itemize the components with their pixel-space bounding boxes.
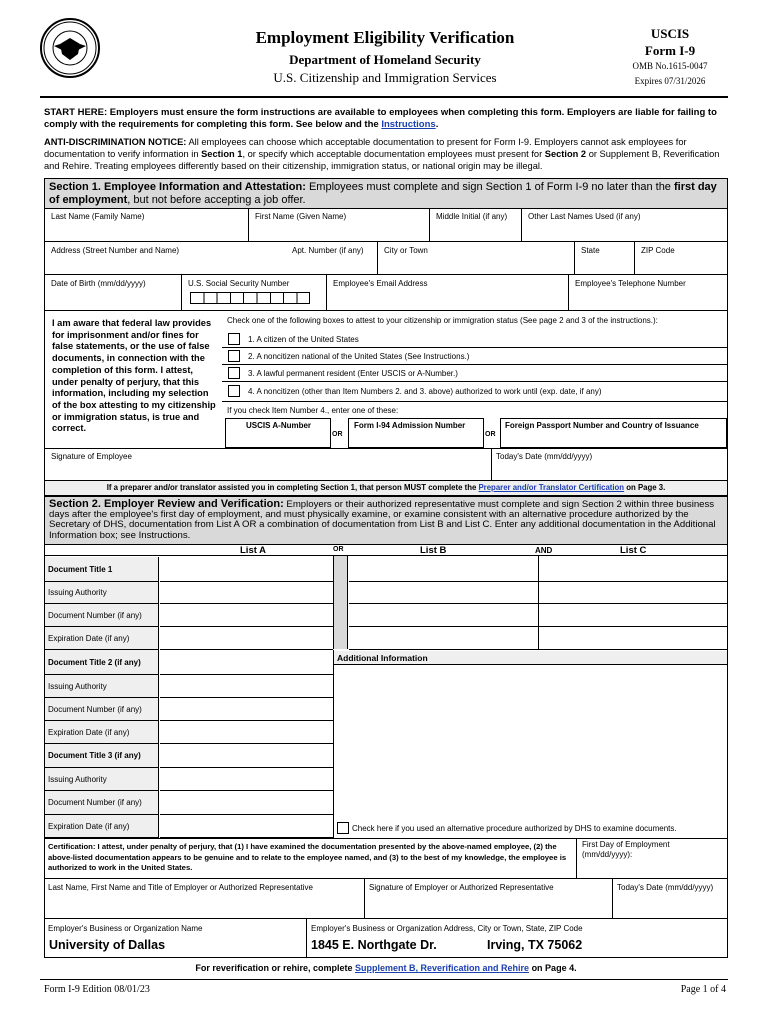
issuing-label-cell <box>45 675 159 698</box>
city-field[interactable] <box>378 242 573 274</box>
docnum-label: Document Number (if any) <box>48 705 142 714</box>
apt-label: Apt. Number (if any) <box>292 246 364 255</box>
dhs-seal-icon <box>40 18 100 78</box>
start-here: START HERE: Employers must ensure the form instructions are available to employees when completing this form. Employers are liable for failing to comply with the requirements for completing this form. See below and the Instructions. <box>44 107 717 130</box>
anti-sec2: Section 2 <box>544 149 587 159</box>
zip-label: ZIP Code <box>641 246 675 255</box>
or-divider-column <box>333 556 348 649</box>
form-title: Employment Eligibility Verification <box>255 28 515 47</box>
i94-label: Form I-94 Admission Number <box>354 421 466 430</box>
option-label: 3. A lawful permanent resident (Enter USCIS or A-Number.) <box>248 369 458 378</box>
reverification-notice <box>44 963 728 973</box>
expdate-label: Expiration Date (if any) <box>48 634 130 643</box>
or-heading: OR <box>333 546 344 553</box>
anti-discrimination <box>44 136 726 172</box>
list-a-heading: List A <box>240 545 267 556</box>
anti-text-2: , or specify which acceptable documentation employees must present for <box>242 149 545 159</box>
dob-field[interactable] <box>45 275 180 309</box>
address-label: Address (Street Number and Name) <box>51 246 180 255</box>
alt-procedure-label: Check here if you used an alternative procedure authorized by DHS to examine documents. <box>352 824 677 833</box>
doc-title-3-label-cell <box>45 744 159 768</box>
first-name-field[interactable] <box>249 209 428 241</box>
preparer-end: on Page 3. <box>626 483 666 492</box>
anti-text-1: All employees can choose which acceptable documentation to present for Form I-9. Employers cannot ask employees for documentation to verify information in <box>44 137 687 159</box>
org-name-value: University of Dallas <box>49 938 166 952</box>
apt-field[interactable] <box>286 242 376 274</box>
list-a-issuing-3-field[interactable] <box>160 768 333 791</box>
agency: U.S. Citizenship and Immigration Services <box>273 70 497 85</box>
issuing-label: Issuing Authority <box>48 775 107 784</box>
phone-label: Employee's Telephone Number <box>575 279 686 288</box>
list-a-expdate-3-field[interactable] <box>160 815 333 838</box>
state-field[interactable] <box>575 242 633 274</box>
option-row <box>222 348 727 365</box>
department: Department of Homeland Security <box>289 52 481 67</box>
docnum-label: Document Number (if any) <box>48 611 142 620</box>
expdate-label: Expiration Date (if any) <box>48 822 130 831</box>
uscis-label: USCIS <box>650 26 690 41</box>
last-name-label: Last Name (Family Name) <box>51 212 145 221</box>
employee-date-field[interactable] <box>492 449 727 479</box>
preparer-link[interactable]: Preparer and/or Translator Certification <box>478 483 625 492</box>
supplement-b-link[interactable]: Supplement B, Reverification and Rehire <box>355 963 530 973</box>
citizen-checkbox[interactable] <box>228 333 240 345</box>
omb-number: OMB No.1615-0047 <box>632 61 708 71</box>
anti-label: ANTI-DISCRIMINATION NOTICE: <box>44 137 187 147</box>
expdate-label: Expiration Date (if any) <box>48 728 130 737</box>
docnum-label-cell <box>45 791 159 815</box>
org-city-value: Irving, TX 75062 <box>487 938 583 952</box>
middle-initial-label: Middle Initial (if any) <box>436 212 508 221</box>
employer-signature-label: Signature of Employer or Authorized Representative <box>369 883 554 892</box>
list-a-issuing-1-field[interactable] <box>160 582 333 604</box>
issuing-label: Issuing Authority <box>48 588 107 597</box>
or-label: OR <box>332 431 343 438</box>
doc-title-1-label: Document Title 1 <box>48 565 113 574</box>
attestation-text: I am aware that federal law provides for imprisonment and/or fines for false statements, or the use of false documents, in connection with the completion of this form. I attest, under penalty of perjury, that this information, including my selection of the box attesting to my citizenship or immigration status, is true and correct. <box>52 318 216 434</box>
dob-label: Date of Birth (mm/dd/yyyy) <box>51 279 146 288</box>
status-options <box>222 330 727 402</box>
uscis-anumber-field[interactable] <box>225 418 331 448</box>
page-number: Page 1 of 4 <box>680 984 726 995</box>
email-field[interactable] <box>327 275 567 309</box>
list-b-expdate-field[interactable] <box>349 627 538 650</box>
doc-title-3-label: Document Title 3 (if any) <box>48 751 141 760</box>
list-a-doc-title-3-field[interactable] <box>160 744 333 768</box>
header-rule <box>40 96 728 98</box>
rever-text: For reverification or rehire, complete <box>195 963 353 973</box>
list-a-issuing-2-field[interactable] <box>160 675 333 698</box>
docnum-label-cell <box>45 698 159 721</box>
additional-info-field[interactable] <box>334 666 727 818</box>
list-b-doc-title-field[interactable] <box>349 557 538 582</box>
option-label: 1. A citizen of the United States <box>248 335 359 344</box>
other-names-field[interactable] <box>522 209 727 241</box>
doc-title-2-label: Document Title 2 (if any) <box>48 658 141 667</box>
issuing-label-cell <box>45 768 159 791</box>
rever-end: on Page 4. <box>531 963 577 973</box>
list-c-issuing-field[interactable] <box>539 582 727 604</box>
instructions-link[interactable]: Instructions <box>381 119 436 130</box>
list-c-doc-title-field[interactable] <box>539 557 727 582</box>
anti-text-3: or Supplement B, Reverification and Rehire. Treating employees differently based on their citizenship, immigration status, or national origin may be illegal. <box>44 149 720 171</box>
additional-info-header <box>334 651 727 665</box>
zip-field[interactable] <box>635 242 727 274</box>
list-a-docnum-1-field[interactable] <box>160 604 333 627</box>
expdate-label-cell <box>45 815 159 838</box>
list-b-heading: List B <box>420 545 447 556</box>
state-label: State <box>581 246 600 255</box>
doc-title-2-label-cell <box>45 650 159 675</box>
authorized-noncitizen-checkbox[interactable] <box>228 385 240 397</box>
preparer-text: If a preparer and/or translator assisted you in completing Section 1, that person MUST complete the <box>106 483 477 492</box>
list-c-fields <box>539 557 727 650</box>
certification-text: Certification: I attest, under penalty of perjury, that (1) I have examined the documentation presented by the above-named employee, (2) the above-listed documentation appears to be genuine and to relate to the employee named, and (3) to the best of my knowledge, the employee is authorized to work in the United States. <box>48 842 567 872</box>
list-a-expdate-2-field[interactable] <box>160 721 333 744</box>
expdate-label-cell <box>45 721 159 744</box>
check-instructions: Check one of the following boxes to attest to your citizenship or immigration status (See page 2 and 3 of the instructions.): <box>227 316 658 325</box>
or-label: OR <box>485 431 496 438</box>
org-name-label: Employer's Business or Organization Name <box>48 924 203 933</box>
phone-field[interactable] <box>569 275 727 309</box>
doc-title-1-label-cell <box>45 557 159 582</box>
org-address-label: Employer's Business or Organization Address, City or Town, State, ZIP Code <box>311 924 583 933</box>
option-label: 4. A noncitizen (other than Item Numbers 2. and 3. above) authorized to work until (exp. date, if any) <box>248 387 602 396</box>
docnum-label-cell <box>45 604 159 627</box>
org-address-field[interactable] <box>307 919 727 957</box>
employer-date-label: Today's Date (mm/dd/yyyy) <box>617 883 714 892</box>
issuing-label: Issuing Authority <box>48 682 107 691</box>
today-label: Today's Date (mm/dd/yyyy) <box>496 452 593 461</box>
list-a-docnum-3-field[interactable] <box>160 791 333 815</box>
section2-heading-text: Employers or their authorized representative must complete and sign Section 2 within three business days after the employee's first day of employment, and must physically examine, or examine consistent with an alternative procedure authorized by the Secretary of DHS, documentation from List A OR a combination of documentation from List B and List C. Enter any additional documentation in the Additional Information box; see Instructions. <box>49 499 716 541</box>
footer-rule <box>40 979 728 980</box>
org-name-field[interactable] <box>45 919 305 957</box>
i94-number-field[interactable] <box>348 418 484 448</box>
expdate-label-cell <box>45 627 159 650</box>
docnum-label: Document Number (if any) <box>48 798 142 807</box>
list-headings <box>45 544 727 556</box>
issuing-label-cell <box>45 582 159 604</box>
employer-name-field[interactable] <box>45 879 360 917</box>
ssn-boxes <box>190 292 310 304</box>
section1-heading-text2: , but not before accepting a job offer. <box>127 193 306 206</box>
option-label: 2. A noncitizen national of the United States (See Instructions.) <box>248 352 470 361</box>
list-c-expdate-field[interactable] <box>539 627 727 650</box>
middle-initial-field[interactable] <box>430 209 520 241</box>
section2-heading <box>45 497 727 544</box>
form-number: Form I-9 <box>644 43 696 58</box>
ssn-field[interactable] <box>182 275 325 309</box>
additional-info-label: Additional Information <box>337 653 428 663</box>
list-b-docnum-field[interactable] <box>349 604 538 627</box>
section1-heading-bold2: first day of employment <box>49 181 717 206</box>
employee-signature-field[interactable] <box>45 449 485 479</box>
preparer-notice <box>45 480 727 495</box>
other-names-label: Other Last Names Used (if any) <box>528 212 641 221</box>
list-a-doc-title-1-field[interactable] <box>160 557 333 582</box>
last-name-field[interactable] <box>45 209 248 241</box>
employer-signature-field[interactable] <box>365 879 610 917</box>
address-field[interactable] <box>45 242 285 274</box>
uscis-anumber-label: USCIS A-Number <box>246 421 312 430</box>
list-b-fields <box>349 557 538 650</box>
list-a-expdate-1-field[interactable] <box>160 627 333 650</box>
alt-procedure-checkbox[interactable] <box>337 822 349 834</box>
list-c-docnum-field[interactable] <box>539 604 727 627</box>
passport-field[interactable] <box>500 418 727 448</box>
start-here-text: START HERE: Employers must ensure the form instructions are available to employees when completing this form. Employers are liable for failing to comply with the requirements for completing this form. See below and the <box>44 107 717 130</box>
employer-name-label: Last Name, First Name and Title of Employer or Authorized Representative <box>48 883 314 892</box>
item4-instructions: If you check Item Number 4., enter one of these: <box>227 406 399 415</box>
city-label: City or Town <box>384 246 428 255</box>
option-row <box>222 365 727 382</box>
section1-heading-text: Employees must complete and sign Section 1 of Form I-9 no later than the <box>305 181 674 193</box>
first-day-label: First Day of Employment (mm/dd/yyyy): <box>582 840 670 859</box>
signature-label: Signature of Employee <box>51 452 132 461</box>
anti-sec1: Section 1 <box>201 149 243 159</box>
list-b-issuing-field[interactable] <box>349 582 538 604</box>
option-row <box>222 330 727 348</box>
first-day-field[interactable] <box>577 839 727 878</box>
section1-heading <box>45 179 727 208</box>
option-row <box>222 382 727 402</box>
and-heading: AND <box>535 546 553 555</box>
list-a-doc-title-2-field[interactable] <box>160 650 333 675</box>
rule <box>44 310 728 311</box>
employer-date-field[interactable] <box>613 879 727 917</box>
edition: Form I-9 Edition 08/01/23 <box>44 984 150 995</box>
ssn-label: U.S. Social Security Number <box>188 279 290 288</box>
section2-heading-bold: Section 2. Employer Review and Verification: <box>49 498 284 510</box>
org-street-value: 1845 E. Northgate Dr. <box>311 938 437 952</box>
section1-heading-bold: Section 1. Employee Information and Attestation: <box>49 181 306 193</box>
first-name-label: First Name (Given Name) <box>255 212 347 221</box>
expiration: Expires 07/31/2026 <box>634 76 706 86</box>
passport-label: Foreign Passport Number and Country of Issuance <box>505 421 699 430</box>
permanent-resident-checkbox[interactable] <box>228 367 240 379</box>
noncitizen-national-checkbox[interactable] <box>228 350 240 362</box>
list-c-heading: List C <box>620 545 647 556</box>
email-label: Employee's Email Address <box>333 279 428 288</box>
list-a-docnum-2-field[interactable] <box>160 698 333 721</box>
